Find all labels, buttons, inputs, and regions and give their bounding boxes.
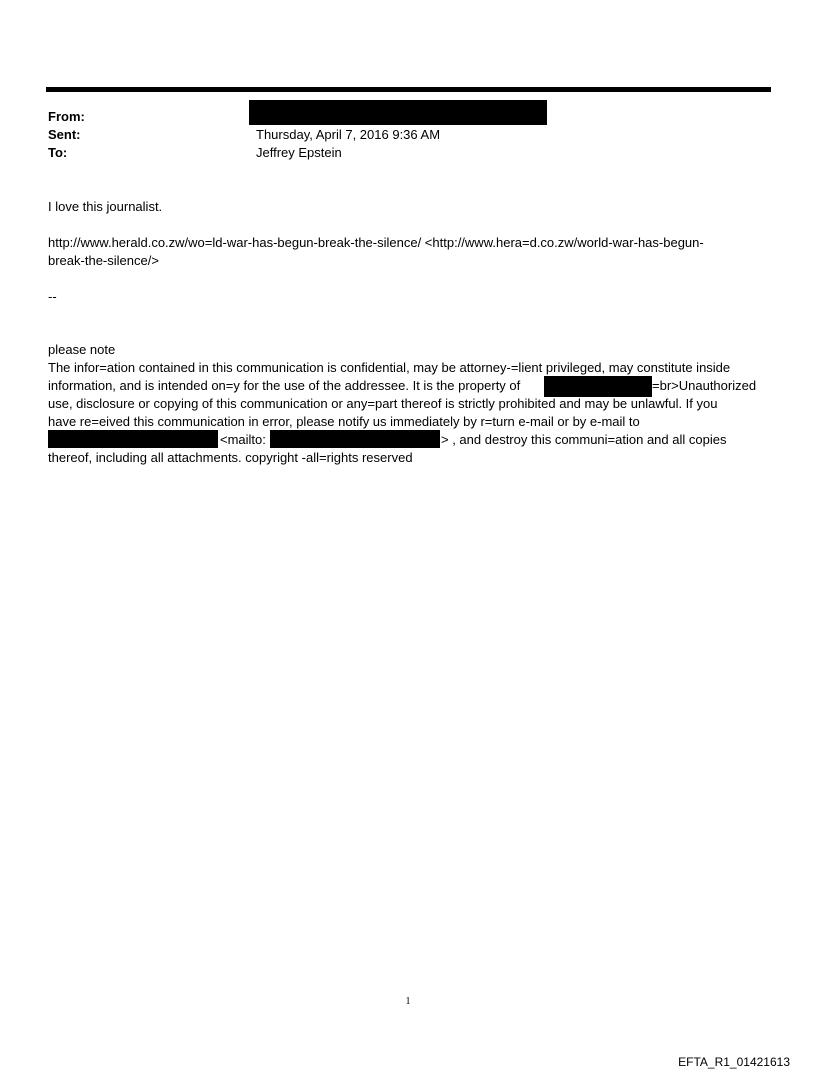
- from-label: From:: [48, 109, 85, 124]
- note-title: please note: [48, 342, 116, 357]
- to-label: To:: [48, 145, 68, 160]
- redacted-company-name: [544, 376, 652, 397]
- signature-separator: --: [48, 289, 57, 304]
- sent-value: Thursday, April 7, 2016 9:36 AM: [256, 127, 441, 142]
- page-number: 1: [405, 996, 411, 1007]
- disclaimer-line-6: thereof, including all attachments. copyright -all=rights reserved: [48, 450, 413, 465]
- sent-label: Sent:: [48, 127, 81, 142]
- body-line-1: I love this journalist.: [48, 199, 163, 214]
- link-line-2[interactable]: break-the-silence/>: [48, 253, 159, 268]
- redacted-from-value: [249, 100, 547, 125]
- disclaimer-line-2-end: =br>Unauthorized: [652, 378, 757, 393]
- disclaimer-line-5-end: > , and destroy this communi=ation and all copies: [441, 432, 727, 447]
- bates-number: EFTA_R1_01421613: [678, 1055, 790, 1069]
- redacted-email-address: [48, 430, 218, 448]
- header-rule: [46, 87, 771, 92]
- link-line-1[interactable]: http://www.herald.co.zw/wo=ld-war-has-begun-break-the-silence/ <http://www.hera=d.co.zw/world-war-has-begun-: [48, 235, 704, 250]
- disclaimer-line-4: have re=eived this communication in error, please notify us immediately by r=turn e-mail or by e-mail to: [48, 414, 640, 429]
- redacted-mailto-address: [270, 430, 440, 448]
- disclaimer-line-2-start: information, and is intended on=y for the use of the addressee. It is the property of: [48, 378, 521, 393]
- disclaimer-mailto-prefix: <mailto:: [220, 432, 266, 447]
- to-value: Jeffrey Epstein: [256, 145, 342, 160]
- disclaimer-line-1: The infor=ation contained in this communication is confidential, may be attorney-=lient privileged, may constitute inside: [48, 360, 731, 375]
- disclaimer-line-3: use, disclosure or copying of this communication or any=part thereof is strictly prohibited and may be unlawful. If you: [48, 396, 718, 411]
